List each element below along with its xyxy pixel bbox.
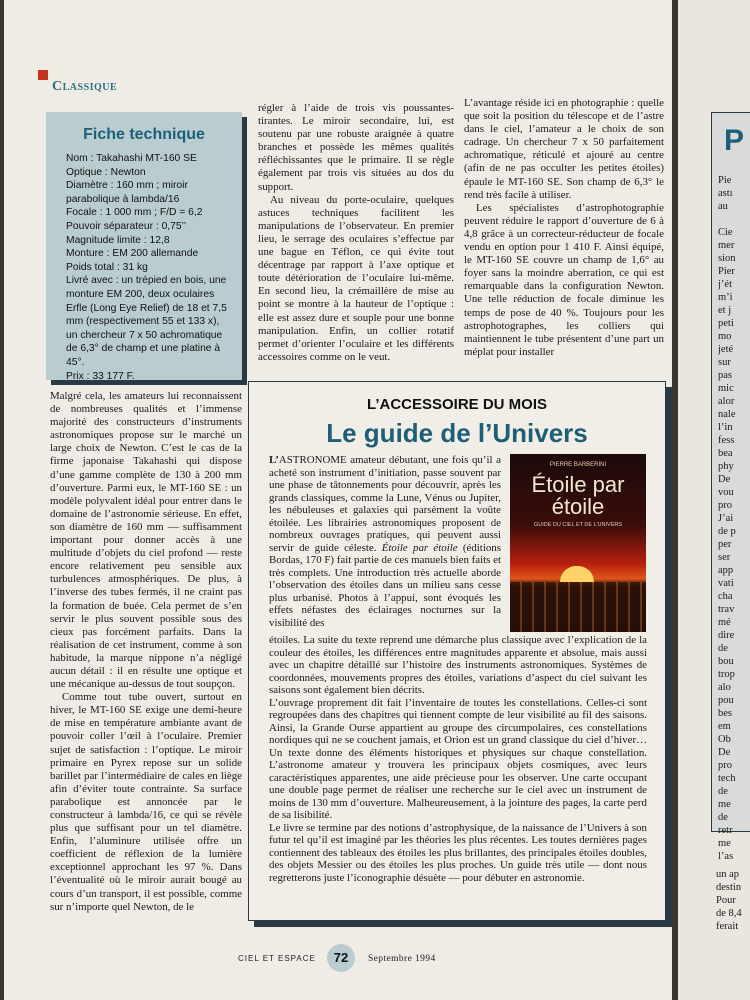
spec-line: Monture : EM 200 allemande (66, 248, 199, 260)
paragraph (269, 454, 501, 629)
paragraph: étoiles. La suite du texte reprend une démarche plus classique avec l’explication de la couleur des étoiles, les différences entre magnitudes apparente et absolue, mais aussi avec un chapitre détaillé sur l’histoire des instruments astronomiques. Systèmes de coordonnées, mouvements propres des étoiles, variations d’aspect du ciel suivant les saisons sont également bien décrits. (269, 634, 647, 696)
cover-author: PIERRE BARBERINI (549, 462, 607, 468)
accessory-title: Le guide de l’Univers (326, 418, 588, 448)
spec-line: Diamètre : 160 mm ; miroir parabolique à lambda/16 (66, 180, 188, 205)
article-column-2 (258, 102, 454, 364)
paragraph: L’ouvrage proprement dit fait l’inventaire de toutes les constellations. Celles-ci sont regroupées dans des chapitres qui tiennent compte de leur visibilité au fil des saisons. Ainsi, la Grande Ourse appartient au groupe des circumpolaires, ces constellations nordiques qui ne se couchent jamais, et Orion est un grand classique du ciel d’hiver… Un texte donne des éléments historiques et physiques sur chaque constellation. L’astronome amateur y trouvera les principaux objets cosmiques, avec leurs caractéristiques apparentes, une aide précieuse pour les observer. Une carte occupant une double page permet de réaliser une recherche sur le ciel avec un instrument de moins de 130 mm d’ouverture. Malheureusement, à la jointure des pages, la carte perd de sa lisibilité. (269, 696, 647, 821)
paragraph: L’avantage réside ici en photographie : quelle que soit la position du télescope et de l’astre dans le ciel, l’amateur a le choix de son cadrage. Un chercheur 7 x 50 parfaitement achromatique, réticulé et ajouré au centre (afin de ne pas occulter les petites étoiles) épaule le MT-160 SE. Son champ de 6,3° le rend très facile à utiliser. (464, 97, 664, 201)
spec-line: Magnitude limite : 12,8 (66, 234, 170, 246)
accessory-kicker: L’ACCESSOIRE DU MOIS (366, 396, 548, 413)
section-title: Classique (52, 79, 118, 94)
spec-list (66, 152, 232, 383)
next-page-bottom-fragment: un ap destin Pour de 8,4 ferait (716, 869, 742, 932)
next-page-edge (678, 0, 750, 1000)
next-page-text-fragment: Pie astı au Cie mer sion Pier j’ét m’i et j peti mo jeté sur pas mic alor nale l’in fess bea phy De vou pro J’ai de p per ser app vati cha trav mé dire de bou trop alo pou bes em Ob De pro tech de me de retr me l’as (718, 175, 736, 862)
accessory-of-the-month-box (248, 381, 666, 921)
cover-title: Étoile par étoile (531, 472, 625, 519)
spec-line: Focale : 1 000 mm ; F/D = 6,2 (66, 207, 203, 219)
paragraph: régler à l’aide de trois vis poussantes-tirantes. Le miroir secondaire, lui, est soutenu par une robuste araignée à quatre branches et possède les mêmes qualités réfléchissantes que le primaire. Il se règle également par trois vis situées au dos du support. (258, 102, 454, 193)
page-number: 72 (327, 944, 355, 972)
accessory-text-top (269, 454, 501, 629)
next-page-title-fragment: P (724, 124, 745, 157)
spec-line: Livré avec : un trépied en bois, une monture EM 200, deux oculaires Erfle (Long Eye Relief) de 18 et 7,5 mm (respectivement 55 et 133 x), un chercheur 7 x 50 achromatique de 6,3° de champ et une platine à 45°. (66, 275, 227, 368)
article-column-3 (464, 97, 664, 359)
spec-line: Nom : Takahashi MT-160 SE (66, 153, 197, 164)
paragraph: Les spécialistes d’astrophotographie peuvent réduire le rapport d’ouverture de 6 à 4,8 grâce à un correcteur-réducteur de focale vendu en option pour 1 410 F. Ainsi équipé, le MT-160 SE couvre un champ de 1,6° au foyer sans la moindre aberration, ce qui est remarquable dans la configuration Newton. Une telle réduction de focale diminue les temps de pose de 40 %. Toujours pour les astrophotographes, les colliers qui maintiennent le tube présentent d’une part un méplat pour installer (464, 201, 664, 358)
book-cover-image (510, 454, 646, 632)
spec-line: Pouvoir séparateur : 0,75’’ (66, 220, 187, 232)
book-title: Étoile par étoile (381, 541, 458, 554)
spec-line: Prix : 33 177 F. (66, 370, 135, 382)
spec-sheet-title: Fiche technique (83, 126, 205, 143)
magazine-page (4, 0, 672, 1000)
section-marker (38, 70, 48, 80)
footer-magazine: CIEL ET ESPACE (238, 954, 316, 963)
dropcap: L’ (269, 454, 279, 466)
paragraph: Malgré cela, les amateurs lui reconnaissent de nombreuses qualités et l’immense majorité des constructeurs d’instruments astronomiques propose sur le marché un large choix de Newton. C’est le cas de la firme japonaise Takahashi qui dispose d’une gamme complète de 130 à 200 mm d’ouverture. Parmi eux, le MT-160 SE : un modèle polyvalent idéal pour entrer dans le domaine de l’astronomie sérieuse. En effet, son diamètre de 160 mm — suffisamment important pour donner accès à une multitude d’objets du ciel profond — reste encore relativement peu sensible aux turbulences atmosphériques. De plus, à l’inverse des tubes fermés, il ne craint pas la formation de buée. Cela permet de s’en servir le plus souvent possible sous des cieux pas forcément parfaits. Dans la réalisation de cet instrument, comme à son habitude, la marque nippone n’a négligé aucun détail : il en résulte une optique et une mécanique au-dessus de tout soupçon. (50, 390, 242, 691)
text-span: ASTRONOME amateur débutant, une fois qu’il a acheté son instrument d’initiation, passe souvent par une phase de tâtonnements pour découvrir, après les grands classiques, comme la Lune, Vénus ou Jupiter, les nébuleuses et galaxies qui parsèment la voûte étoilée. Les librairies astronomiques proposent de nombreux ouvrages pratiques, qui peuvent aussi servir de guide céleste. (269, 454, 501, 554)
paragraph: Au niveau du porte-oculaire, quelques astuces techniques facilitent les manipulations de l’observateur. En premier lieu, le serrage des oculaires s’effectue par une bague en Téflon, ce qui évite tout décentrage par rapport à l’axe optique et toute détérioration de l’oculaire lui-même. En second lieu, la crémaillère de mise au point se montre à la hauteur de l’optique : elle est assez dure et souple pour une bonne manipulation. Enfin, un collier rotatif permet d’orienter l’oculaire et les différents accessoires comme on le veut. (258, 193, 454, 363)
spec-line: Poids total : 31 kg (66, 261, 148, 273)
article-column-1 (50, 390, 242, 914)
spec-line: Optique : Newton (66, 166, 146, 178)
footer-date: Septembre 1994 (368, 954, 436, 964)
spec-sheet-box (46, 112, 242, 380)
accessory-text-bottom (269, 634, 647, 884)
cover-rails (510, 582, 646, 632)
text-span: (éditions Bordas, 170 F) fait partie de ces manuels bien faits et très complets. Une introduction très actuelle aborde l’observation des étoiles dans un milieu sans cesse plus urbanisé. Photos à l’appui, sont évoqués les effets néfastes des éclairages nocturnes sur la visibilité des (269, 541, 501, 629)
paragraph: Le livre se termine par des notions d’astrophysique, de la naissance de l’Univers à son futur tel qu’il est imaginé par les théories les plus récentes. Les toutes dernières pages contiennent des tableaux des étoiles les plus brillantes, des principales étoiles doubles, des objets Messier ou des étoiles les plus proches. Un guide très utile — dont nous regretterons juste l’iconographie désuète — pour débuter en astronomie. (269, 821, 647, 884)
cover-subtitle: GUIDE DU CIEL ET DE L’UNIVERS (533, 522, 623, 528)
paragraph: Comme tout tube ouvert, surtout en hiver, le MT-160 SE exige une demi-heure de mise en température ambiante avant de pouvoir coller l’œil à l’oculaire. Premier sujet de satisfaction : l’optique. Le miroir primaire en Pyrex repose sur un solide barillet par l’intermédiaire de cales en liège afin d’éviter toute contrainte. Sa surface parabolique est annoncée par le constructeur à lambda/16, ce qui se révèle plus que suffisant pour un tel diamètre. Enfin, l’aluminure utilisée offre un coefficient de réflexion de la lumière exceptionnel approchant les 97 %. Dans l’éventualité où le miroir aurait bougé au cours d’un transport, il est possible, comme sur n’importe quel Newton, de le (50, 691, 242, 913)
